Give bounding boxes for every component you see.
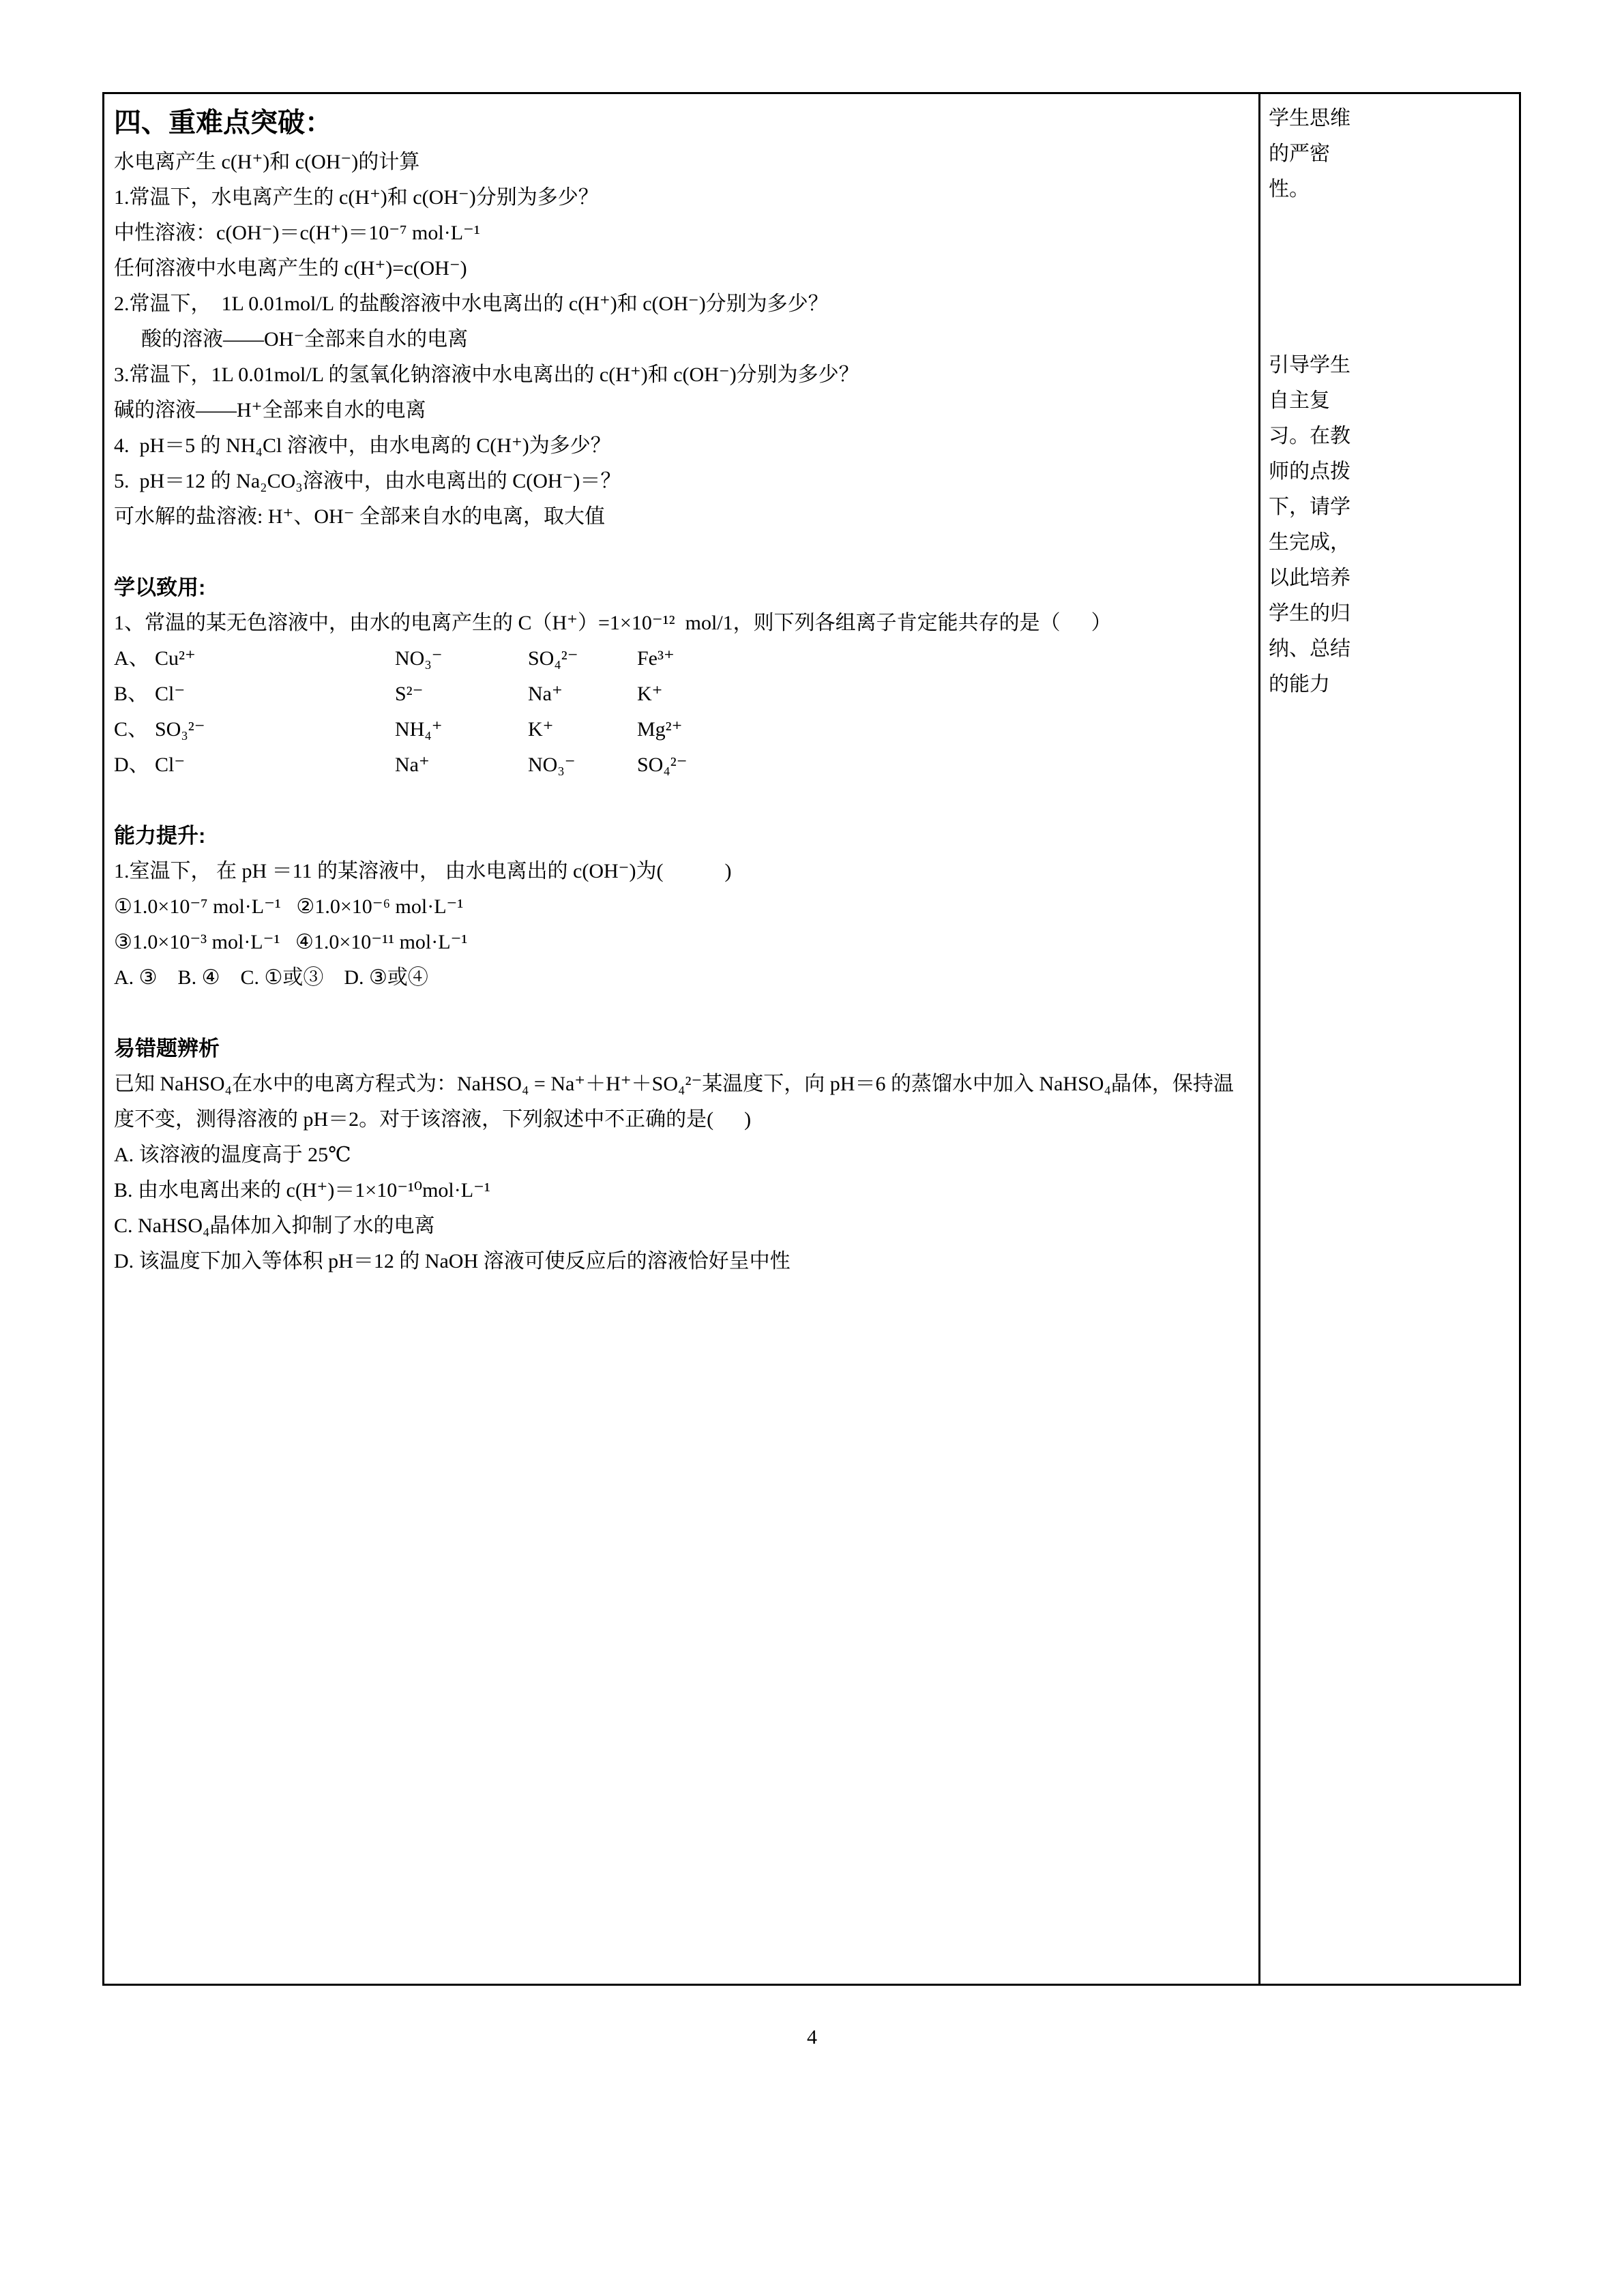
question-text: 已知 NaHSO₄在水中的电离方程式为：NaHSO₄ = Na⁺＋H⁺＋SO₄²⁻某温度下，向 pH＝6 的蒸馏水中加入 NaHSO₄晶体，保持温度不变，测得溶液的 pH＝2。对于该溶液，下列叙述中不正确的是( ) bbox=[114, 1073, 1234, 1131]
ion: S²⁻ bbox=[395, 683, 424, 705]
option-label: D、 bbox=[114, 754, 149, 776]
question-text: 1.室温下， 在 pH ＝11 的某溶液中， 由水电离出的 c(OH⁻)为( ) bbox=[114, 860, 732, 882]
paragraph: 1.常温下，水电离产生的 c(H⁺)和 c(OH⁻)分别为多少？ bbox=[114, 186, 599, 209]
teacher-note-line: 习。在教 bbox=[1269, 425, 1350, 447]
teacher-note-line: 纳、总结 bbox=[1269, 638, 1350, 660]
teacher-note bbox=[1269, 348, 1511, 702]
ion: NO₃⁻ bbox=[395, 647, 443, 670]
teacher-note bbox=[1269, 101, 1511, 207]
teacher-note-line: 的严密 bbox=[1269, 143, 1330, 165]
paragraph: 2.常温下， 1L 0.01mol/L 的盐酸溶液中水电离出的 c(H⁺)和 c(OH⁻)分别为多少？ bbox=[114, 293, 829, 315]
teacher-note-line: 学生的归 bbox=[1269, 602, 1350, 625]
option-label: C、 bbox=[114, 718, 149, 741]
blank-line bbox=[114, 535, 1247, 570]
ion: Cl⁻ bbox=[155, 754, 186, 776]
ion: Mg²⁺ bbox=[637, 718, 683, 741]
mcq-option: D. 该温度下加入等体积 pH＝12 的 NaOH 溶液可使反应后的溶液恰好呈中性 bbox=[114, 1250, 791, 1272]
answer-choices-line: A. ③ B. ④ C. ①或③ D. ③或④ bbox=[114, 966, 428, 989]
ion: SO₄²⁻ bbox=[637, 754, 688, 776]
ion: NO₃⁻ bbox=[528, 754, 576, 776]
ion: Fe³⁺ bbox=[637, 647, 675, 670]
blank-line bbox=[114, 996, 1247, 1031]
teacher-note-line: 以此培养 bbox=[1269, 567, 1350, 589]
paragraph: 可水解的盐溶液: H⁺、OH⁻ 全部来自水的电离，取大值 bbox=[114, 505, 605, 528]
paragraph: 中性溶液：c(OH⁻)＝c(H⁺)＝10⁻⁷ mol·L⁻¹ bbox=[114, 222, 480, 244]
mcq-option-row bbox=[114, 676, 1247, 712]
ion: Na⁺ bbox=[395, 754, 430, 776]
paragraph: 5. pH＝12 的 Na₂CO₃溶液中，由水电离出的 C(OH⁻)＝？ bbox=[114, 470, 621, 492]
teacher-note-line: 的能力 bbox=[1269, 673, 1330, 696]
mcq-option-row bbox=[114, 641, 1247, 676]
ion: K⁺ bbox=[637, 683, 663, 705]
paragraph: 水电离产生 c(H⁺)和 c(OH⁻)的计算 bbox=[114, 151, 420, 173]
paragraph: 碱的溶液——H⁺全部来自水的电离 bbox=[114, 399, 426, 421]
teacher-note-line: 师的点拨 bbox=[1269, 460, 1350, 483]
mcq-option: A. 该溶液的温度高于 25℃ bbox=[114, 1144, 351, 1166]
subsection-heading-errors: 易错题辨析 bbox=[114, 1037, 220, 1060]
ion: SO₃²⁻ bbox=[155, 718, 205, 741]
teacher-note-line: 自主复 bbox=[1269, 389, 1330, 412]
teacher-note-line: 生完成， bbox=[1269, 531, 1350, 554]
section-title: 四、重难点突破： bbox=[114, 108, 332, 138]
ion: NH₄⁺ bbox=[395, 718, 443, 741]
ion: Cu²⁺ bbox=[155, 647, 196, 670]
ion: Cl⁻ bbox=[155, 683, 186, 705]
question-text: 1、常温的某无色溶液中，由水的电离产生的 C（H⁺）=1×10⁻¹² mol/1，则下列各组离子肯定能共存的是（ ） bbox=[114, 612, 1112, 634]
teacher-note-line: 下，请学 bbox=[1269, 496, 1350, 518]
paragraph: 3.常温下，1L 0.01mol/L 的氢氧化钠溶液中水电离出的 c(H⁺)和 c(OH⁻)分别为多少？ bbox=[114, 363, 859, 386]
ion: Na⁺ bbox=[528, 683, 563, 705]
blank-line bbox=[114, 783, 1247, 818]
option-label: A、 bbox=[114, 647, 149, 670]
mcq-option: B. 由水电离出来的 c(H⁺)＝1×10⁻¹⁰mol·L⁻¹ bbox=[114, 1179, 490, 1202]
teacher-note-line: 引导学生 bbox=[1269, 354, 1350, 376]
ion: SO₄²⁻ bbox=[528, 647, 578, 670]
main-content-cell bbox=[104, 94, 1260, 1984]
subsection-heading-apply: 学以致用: bbox=[114, 576, 206, 599]
content-table bbox=[102, 92, 1521, 1986]
ion: K⁺ bbox=[528, 718, 554, 741]
paragraph: 任何溶液中水电离产生的 c(H⁺)=c(OH⁻) bbox=[114, 257, 467, 280]
subsection-heading-boost: 能力提升: bbox=[114, 824, 206, 848]
page-number: 4 bbox=[807, 2026, 817, 2048]
teacher-note-line: 学生思维 bbox=[1269, 107, 1350, 130]
paragraph: 酸的溶液——OH⁻全部来自水的电离 bbox=[141, 328, 469, 351]
teacher-notes-cell bbox=[1260, 94, 1519, 1984]
mcq-option-row bbox=[114, 747, 1247, 783]
teacher-note-line: 性。 bbox=[1269, 178, 1310, 200]
mcq-option: C. NaHSO₄晶体加入抑制了水的电离 bbox=[114, 1214, 435, 1237]
mcq-option-row bbox=[114, 712, 1247, 747]
paragraph: 4. pH＝5 的 NH₄Cl 溶液中，由水电离的 C(H⁺)为多少？ bbox=[114, 434, 611, 457]
option-label: B、 bbox=[114, 683, 149, 705]
choice-line: ①1.0×10⁻⁷ mol·L⁻¹ ②1.0×10⁻⁶ mol·L⁻¹ bbox=[114, 895, 464, 918]
choice-line: ③1.0×10⁻³ mol·L⁻¹ ④1.0×10⁻¹¹ mol·L⁻¹ bbox=[114, 931, 468, 953]
